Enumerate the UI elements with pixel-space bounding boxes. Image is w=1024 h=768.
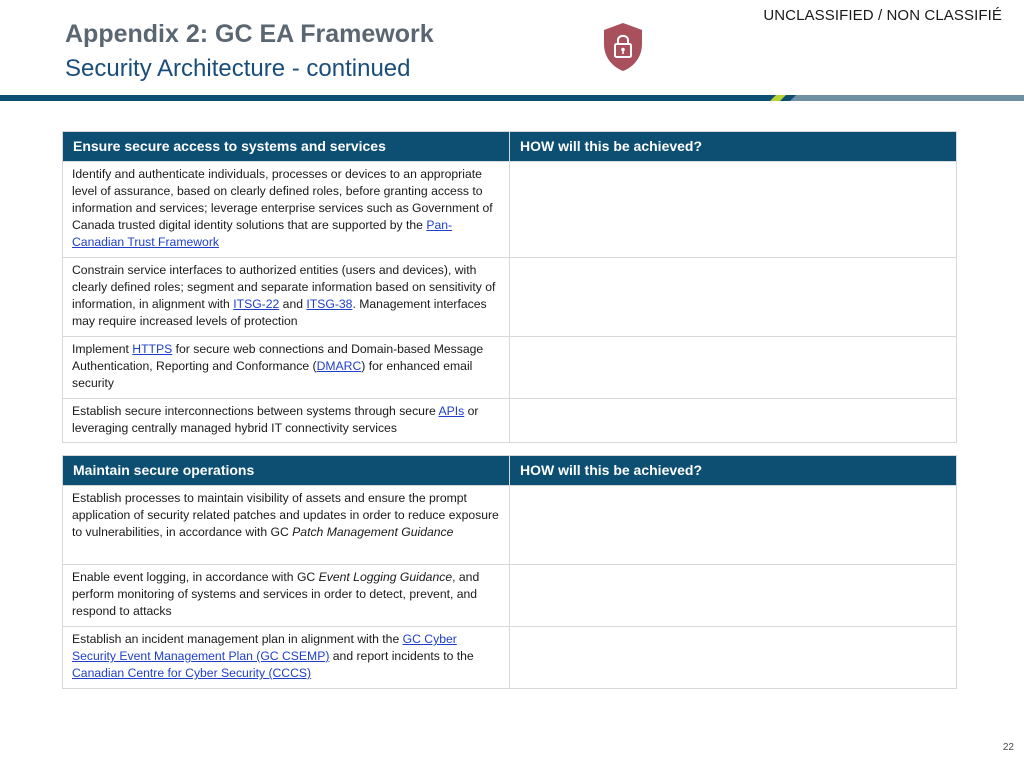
- apis-link[interactable]: APIs: [438, 404, 465, 418]
- patch-management-guidance-text: Patch Management Guidance: [292, 525, 454, 539]
- requirement-text: Enable event logging, in accordance with GC: [72, 570, 319, 584]
- requirement-cell: [63, 486, 510, 565]
- secure-operations-table: [62, 455, 957, 689]
- answer-cell[interactable]: [510, 258, 957, 337]
- table-row: [63, 565, 957, 627]
- requirement-text: and: [279, 297, 307, 311]
- classification-label: UNCLASSIFIED / NON CLASSIFIÉ: [763, 7, 1002, 24]
- requirement-cell: [63, 565, 510, 627]
- answer-cell[interactable]: [510, 337, 957, 399]
- requirement-text: or leveraging centrally managed hybrid IT connectivity services: [72, 404, 479, 435]
- answer-cell[interactable]: [510, 627, 957, 689]
- table-row: [63, 399, 957, 443]
- answer-cell[interactable]: [510, 565, 957, 627]
- page-number: 22: [1002, 742, 1014, 753]
- requirement-text: Identify and authenticate individuals, processes or devices to an appropriate level of assurance, based on clearly defined roles, before granting access to information and services; leverage enterprise services such as Government of Canada trusted digital identity solutions that are supported by the: [72, 167, 493, 232]
- itsg-38-link[interactable]: ITSG-38: [306, 297, 353, 311]
- event-logging-guidance-text: Event Logging Guidance: [318, 570, 453, 584]
- requirement-text: Constrain service interfaces to authorized entities (users and devices), with clearly defined roles; segment and separate information based on sensitivity of information, in alignment with: [72, 263, 496, 311]
- cccs-link[interactable]: Canadian Centre for Cyber Security (CCCS): [72, 666, 312, 680]
- table-row: [63, 337, 957, 399]
- gc-csemp-link[interactable]: GC Cyber Security Event Management Plan (GC CSEMP): [72, 632, 457, 663]
- header-divider: [0, 95, 1024, 101]
- table-row: [63, 258, 957, 337]
- table-row: [63, 627, 957, 689]
- page-subtitle: Security Architecture - continued: [65, 55, 411, 82]
- requirement-cell: [63, 337, 510, 399]
- requirement-text: Establish secure interconnections between systems through secure: [72, 404, 439, 418]
- shield-lock-icon: [602, 22, 644, 72]
- requirement-text: for secure web connections and Domain-based Message Authentication, Reporting and Conformance (: [72, 342, 484, 373]
- table-header-row: [63, 132, 957, 162]
- requirement-cell: [63, 162, 510, 258]
- requirement-text: Establish an incident management plan in alignment with the: [72, 632, 403, 646]
- requirement-cell: [63, 399, 510, 443]
- table-header-row: [63, 456, 957, 486]
- requirement-text: Establish processes to maintain visibility of assets and ensure the prompt application of security related patches and updates in order to reduce exposure to vulnerabilities, in accordance with GC: [72, 491, 499, 539]
- table-row: [63, 486, 957, 565]
- table-header-how: HOW will this be achieved?: [510, 456, 957, 486]
- itsg-22-link[interactable]: ITSG-22: [233, 297, 280, 311]
- secure-access-table: [62, 131, 957, 443]
- requirement-cell: [63, 258, 510, 337]
- table-header-how: HOW will this be achieved?: [510, 132, 957, 162]
- pan-canadian-trust-framework-link[interactable]: Pan-Canadian Trust Framework: [72, 218, 453, 249]
- table-header-requirement: Ensure secure access to systems and services: [63, 132, 510, 162]
- page-title: Appendix 2: GC EA Framework: [65, 20, 434, 48]
- answer-cell[interactable]: [510, 162, 957, 258]
- requirement-text: Implement: [72, 342, 133, 356]
- requirement-text: , and perform monitoring of systems and services in order to detect, prevent, and respond to attacks: [72, 570, 480, 618]
- answer-cell[interactable]: [510, 399, 957, 443]
- requirement-cell: [63, 627, 510, 689]
- requirement-text: . Management interfaces may require increased levels of protection: [72, 297, 487, 328]
- table-row: [63, 162, 957, 258]
- requirement-text: ) for enhanced email security: [72, 359, 473, 390]
- requirement-text: and report incidents to the: [329, 649, 474, 663]
- answer-cell[interactable]: [510, 486, 957, 565]
- table-header-requirement: Maintain secure operations: [63, 456, 510, 486]
- dmarc-link[interactable]: DMARC: [316, 359, 362, 373]
- https-link[interactable]: HTTPS: [132, 342, 173, 356]
